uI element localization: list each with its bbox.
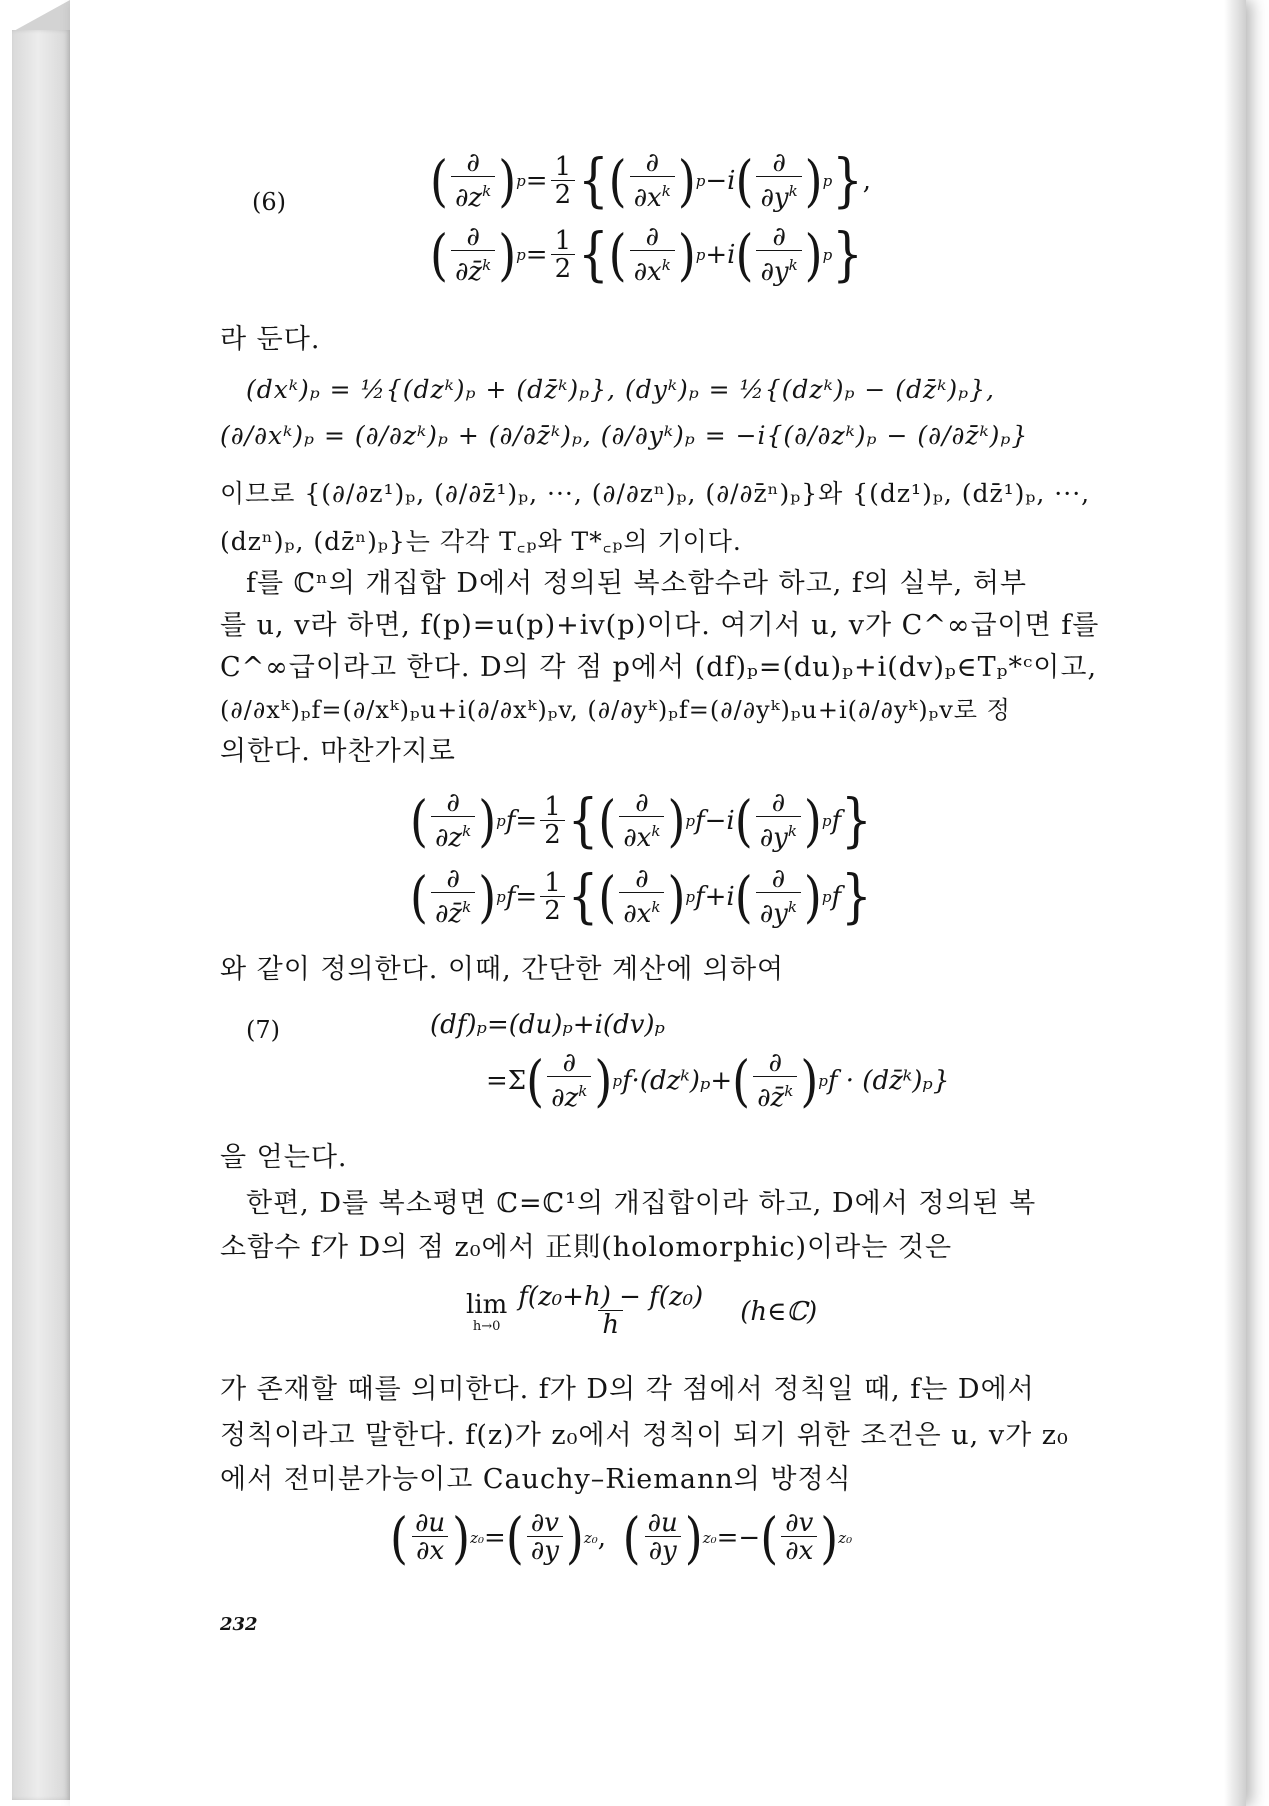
relation-line-2: (∂/∂xᵏ)ₚ = (∂/∂zᵏ)ₚ + (∂/∂z̄ᵏ)ₚ, (∂/∂yᵏ)ₚ = −i{(∂/∂zᵏ)ₚ − (∂/∂z̄ᵏ)ₚ} xyxy=(220,421,1029,450)
equation-7-line-1: (df)ₚ=(du)ₚ+i(dv)ₚ xyxy=(430,1010,665,1040)
paragraph-1-line-1: 이므로 {(∂/∂z¹)ₚ, (∂/∂z̄¹)ₚ, ···, (∂/∂zⁿ)ₚ, (∂/∂z̄ⁿ)ₚ}와 {(dz¹)ₚ, (dz̄¹)ₚ, ···, xyxy=(220,479,1091,508)
equation-6-line-2: ( $\frac{\partial}{\partial z̄^k}$ ) p = $\frac{1}{2}$ { ( $\frac{\partial}{\partial x^k}$ ) p +i ( $\frac{\partial}{\partial y^k}$ ) p } xyxy=(430,221,863,289)
book-page xyxy=(70,0,1246,1806)
paragraph-3: 와 같이 정의한다. 이때, 간단한 계산에 의하여 xyxy=(220,954,785,985)
page-number: 232 xyxy=(220,1614,258,1635)
book-spine xyxy=(12,30,70,1800)
equation-f-line-2: ( $\frac{\partial}{\partial z̄^k}$ ) p f = $\frac{1}{2}$ { ( $\frac{\partial}{\partial x^k}$ ) p f +i ( $\frac{\partial}{\partial y^k}$ ) p f } xyxy=(410,863,872,931)
paragraph-6-line-1: 가 존재할 때를 의미한다. f가 D의 각 점에서 정칙일 때, f는 D에서 xyxy=(220,1374,1035,1405)
equation-6-line-1: ( $\frac{\partial}{\partial z^k}$ ) p = $\frac{1}{2}$ { ( $\frac{\partial}{\partial x^k}$ ) p −i ( $\frac{\partial}{\partial y^k}$ ) p } , xyxy=(430,147,872,215)
paragraph-6-line-2: 정칙이라고 말한다. f(z)가 z₀에서 정칙이 되기 위한 조건은 u, v가 z₀ xyxy=(220,1420,1069,1451)
limit-expression: lim h→0 $\frac{\text{f(z₀+h) − f(z₀)}}{h}$ (h∈ℂ) xyxy=(466,1282,818,1340)
equation-f-line-1: ( $\frac{\partial}{\partial z^k}$ ) p f = $\frac{1}{2}$ { ( $\frac{\partial}{\partial x^k}$ ) p f −i ( $\frac{\partial}{\partial y^k}$ ) p f } xyxy=(410,787,872,855)
relation-line-1: (dxᵏ)ₚ = ½{(dzᵏ)ₚ + (dz̄ᵏ)ₚ}, (dyᵏ)ₚ = ½{(dzᵏ)ₚ − (dz̄ᵏ)ₚ}, xyxy=(246,375,995,404)
paragraph-2-line-2: 를 u, v라 하면, f(p)=u(p)+iv(p)이다. 여기서 u, v가 C^∞급이면 f를 xyxy=(220,610,1100,641)
equation-6-label: (6) xyxy=(252,188,286,216)
paragraph-2-line-5: 의한다. 마찬가지로 xyxy=(220,736,456,767)
paragraph-4: 을 얻는다. xyxy=(220,1142,348,1173)
page-edge-shadow xyxy=(1224,0,1246,1806)
paragraph-1-line-2: (dzⁿ)ₚ, (dz̄ⁿ)ₚ}는 각각 T꜀ₚ와 T*꜀ₚ의 기이다. xyxy=(220,527,742,556)
paragraph-2-line-1: f를 ℂⁿ의 개집합 D에서 정의된 복소함수라 하고, f의 실부, 허부 xyxy=(246,568,1028,599)
cauchy-riemann-equations: ( $\frac{\partial u}{\partial x}$ ) z₀ = ( $\frac{\partial v}{\partial y}$ ) z₀ , ( $\frac{\partial u}{\partial y}$ ) z₀ =− ( $\frac{\partial v}{\partial x}$ ) z₀ xyxy=(390,1505,853,1570)
equation-7-label: (7) xyxy=(246,1016,280,1044)
equation-7-line-2: =Σ ( $\frac{\partial}{\partial z^k}$ ) p f·(dzᵏ)ₚ+ ( $\frac{\partial}{\partial z̄^k}$ ) p f · (dz̄ᵏ)ₚ} xyxy=(486,1048,950,1114)
paragraph-2-line-3: C^∞급이라고 한다. D의 각 점 p에서 (df)ₚ=(du)ₚ+i(dv)ₚ∈Tₚ*ᶜ이고, xyxy=(220,652,1098,683)
paragraph-5-line-1: 한편, D를 복소평면 ℂ=ℂ¹의 개집합이라 하고, D에서 정의된 복 xyxy=(246,1188,1037,1219)
book-spine-top xyxy=(12,0,70,32)
text-ra-dunda: 라 둔다. xyxy=(220,324,321,355)
paragraph-6-line-3: 에서 전미분가능이고 Cauchy–Riemann의 방정식 xyxy=(220,1464,852,1495)
paragraph-5-line-2: 소함수 f가 D의 점 z₀에서 正則(holomorphic)이라는 것은 xyxy=(220,1232,953,1263)
paragraph-2-line-4: (∂/∂xᵏ)ₚf=(∂/xᵏ)ₚu+i(∂/∂xᵏ)ₚv, (∂/∂yᵏ)ₚf=(∂/∂yᵏ)ₚu+i(∂/∂yᵏ)ₚv로 정 xyxy=(220,696,1011,724)
